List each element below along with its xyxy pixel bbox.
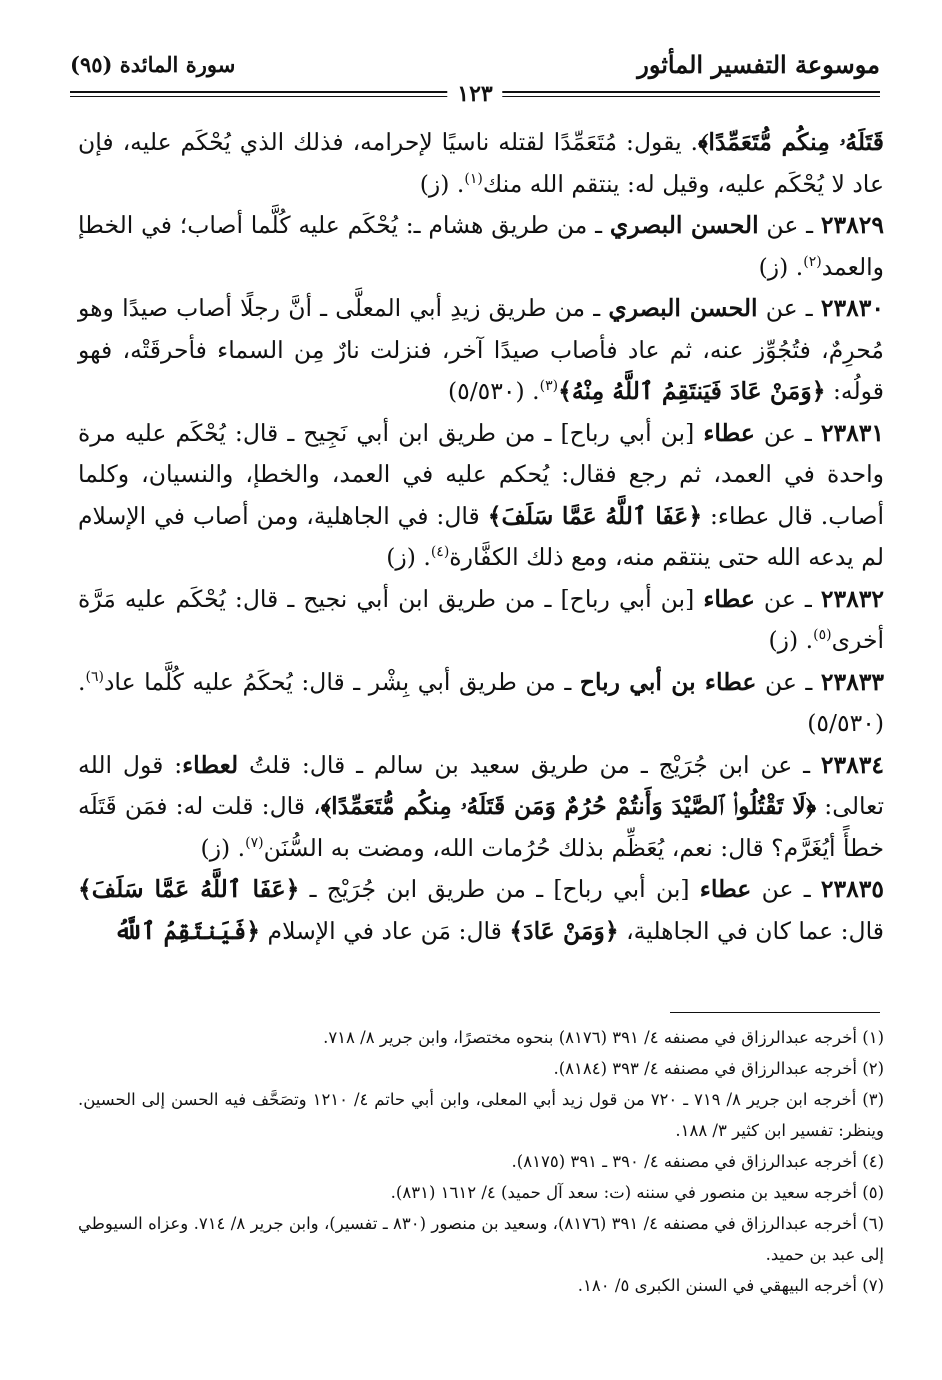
quran-quote: ﴿وَمَنْ عَادَ فَيَنتَقِمُ ٱللَّهُ مِنْهُ﴾ [558,377,826,405]
narrator-name: عطاء [703,418,755,447]
text-run: . (ز) [200,833,246,862]
text-run: . (٥/٥٣٠) [447,377,540,405]
footnote-ref: (١) [464,170,483,187]
text-run: ـ من طريق هشام ـ: يُحْكَم عليه كُلَّما أصاب؛ في الخطإ والعمد [78,211,884,281]
text-run: . (ز) [386,543,431,571]
narrator-name: عطاء [703,584,755,613]
text-run: قال: عما كان في الجاهلية، [618,916,884,945]
footnote: (٣) أخرجه ابن جرير ٨/ ٧١٩ ـ ٧٢٠ من قول زيد أبي المعلى، وابن أبي حاتم ٤/ ١٢١٠ وتصَحَّف فيه الحسن إلى الحسين. وينظر: تفسير ابن كثير ٣/ ١٨٨. [78,1090,884,1140]
text-run: . (٥/٥٣٠) [78,667,884,737]
hadith-number: ٢٣٨٣١ [820,418,884,447]
footnote-ref: (٧) [245,834,264,851]
paragraph [78,288,884,413]
quran-quote: ﴿وَمَنْ عَادَ﴾ [509,916,619,945]
footnote: (٢) أخرجه عبدالرزاق في مصنفه ٤/ ٣٩٣ (٨١٨٤). [553,1059,884,1078]
text-run: ـ عن [754,584,821,613]
narrator-name: لعطاء [182,750,239,779]
footnote: (٥) أخرجه سعيد بن منصور في سننه (ت: سعد آل حميد) ٤/ ١٦١٢ (٨٣١). [390,1183,884,1202]
text-run: . (ز) [758,252,804,281]
quran-quote: ﴿عَفَا ٱللَّهُ عَمَّا سَلَفَ﴾ [78,875,300,903]
page-header [70,40,880,107]
text-run: . يقول: مُتَعَمِّدًا لقتله ناسيًا لإحرامه، فذلك الذي يُحْكَم عليه، فإن عاد لا يُحْكَم عليه، وقيل له: ينتقم الله منك [78,128,884,198]
footnote-ref: (٦) [85,668,104,685]
footnote-ref: (٢) [803,253,822,270]
text-run: : قول الله تعالى: [78,750,885,820]
paragraph [78,869,884,952]
footnote: (١) أخرجه عبدالرزاق في مصنفه ٤/ ٣٩١ (٨١٧٦) بنحوه مختصرًا، وابن جرير ٨/ ٧١٨. [323,1028,884,1047]
text-run: . (ز) [419,169,465,198]
text-run: ، قال: قلت له: فمَن قَتَلَه خطأً أيُغَرَّم؟ قال: نعم، يُعَظِّم بذلك حُرُمات الله، ومضت به السُّنَن [78,792,884,862]
text-run: ـ عن ابن جُرَيْج ـ من طريق سعيد بن سالم ـ قال: قلتُ [238,750,821,779]
text-run: ـ عن [754,418,821,447]
footnote: (٤) أخرجه عبدالرزاق في مصنفه ٤/ ٣٩٠ ـ ٣٩١ (٨١٧٥). [511,1152,884,1171]
text-run: [بن أبي رباح] ـ من طريق ابن جُرَيْج ـ [299,875,700,903]
text-run: ـ من طريق أبي بِشْر ـ قال: يُحكَمُ عليه كُلَّما عاد [103,667,580,696]
hadith-number: ٢٣٨٣٠ [820,294,884,322]
paragraph [78,745,884,870]
text-run: ـ عن [756,667,821,696]
text-run: ـ من طريق زيدِ أبي المعلَّى ـ أنَّ رجلًا أصاب صيدًا وهو مُحرِمٌ، فتُجُوِّز عنه، ثم عاد فأصاب صيدًا آخر، فنزلت نارٌ مِن السماء فأحرقَتْه، فهو قولُه: [78,294,884,405]
hadith-number: ٢٣٨٣٣ [820,667,884,696]
text-run: قال: مَن عاد في الإسلام [260,916,510,945]
footnote-ref: (٥) [813,627,832,644]
footnote: (٧) أخرجه البيهقي في السنن الكبرى ٥/ ١٨٠. [577,1276,884,1295]
hadith-number: ٢٣٨٢٩ [820,211,884,239]
quran-quote: ﴿لَا تَقْتُلُوا۟ ٱلصَّيْدَ وَأَنتُمْ حُرُمٌ وَمَن قَتَلَهُۥ مِنكُم مُّتَعَمِّدًا﴾ [320,792,817,820]
footnote: (٦) أخرجه عبدالرزاق في مصنفه ٤/ ٣٩١ (٨١٧٦)، وسعيد بن منصور (٨٣٠ ـ تفسير)، وابن جرير ٨/ ٧١٤. وعزاه السيوطي إلى عبد بن حميد. [78,1214,885,1264]
text-run: ـ عن [751,875,821,903]
quran-quote: ﴿فَيَنتَقِمُ ٱللَّهُ [114,916,261,945]
paragraph [78,413,884,579]
text-run: قال: في الجاهلية، ومن أصاب في الإسلام لم يدعه الله حتى ينتقم منه، ومع ذلك الكفَّارة [78,501,884,571]
text-run: ـ عن [758,211,821,239]
narrator-name: عطاء [699,875,752,903]
surah-label: سورة المائدة (٩٥) [70,52,236,77]
text-run: ـ عن [757,294,821,322]
paragraph [78,122,884,205]
hadith-number: ٢٣٨٣٢ [820,584,884,613]
paragraph [78,662,884,745]
footnote-ref: (٣) [539,378,559,395]
text-run: . (ز) [768,626,814,654]
narrator-name: الحسن البصري [608,294,758,322]
book-title: موسوعة التفسير المأثور [637,50,880,79]
footnotes [78,1022,884,1301]
page-number: ١٢٣ [447,81,502,107]
main-text [78,122,884,952]
text-run: [بن أبي رباح] ـ من طريق ابن أبي نَجِيح ـ قال: يُحْكَم عليه مرة واحدة في العمد، ثم رجع فقال: يُحكم عليه في العمد، والخطإ، والنسيان، وكلما أصاب. قال عطاء: [78,418,884,530]
paragraph [78,205,884,288]
footnote-separator [670,1012,880,1013]
hadith-number: ٢٣٨٣٤ [820,750,885,779]
quran-quote: قَتَلَهُۥ مِنكُم مُّتَعَمِّدًا﴾ [698,128,885,156]
hadith-number: ٢٣٨٣٥ [820,875,884,903]
text-run: [بن أبي رباح] ـ من طريق ابن أبي نجيح ـ قال: يُحْكَم عليه مَرَّة أخرى [78,584,884,654]
quran-quote: ﴿عَفَا ٱللَّهُ عَمَّا سَلَفَ﴾ [487,501,703,530]
footnote-ref: (٤) [430,544,450,561]
narrator-name: الحسن البصري [609,211,759,239]
paragraph [78,579,884,662]
narrator-name: عطاء بن أبي رباح [579,667,757,696]
